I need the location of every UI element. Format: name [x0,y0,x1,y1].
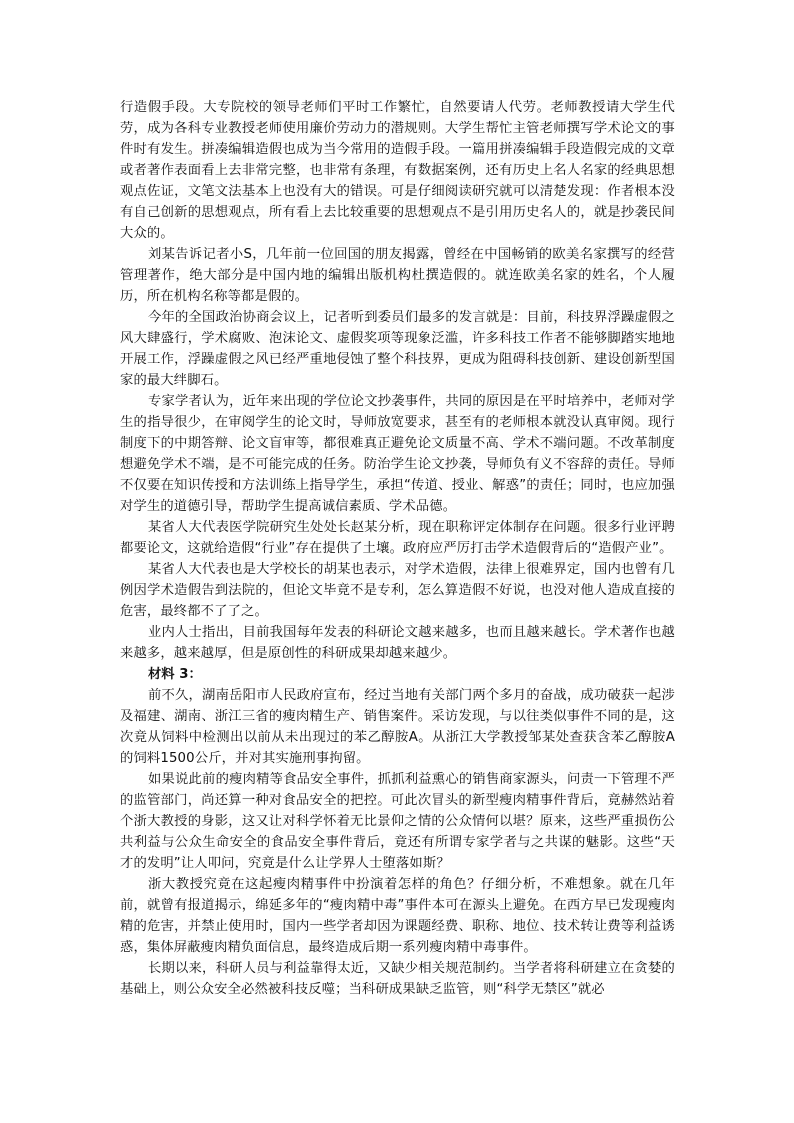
section-heading: 材料 3： [148,667,202,682]
paragraph-5: 某省人大代表医学院研究生处处长赵某分析，现在职称评定体制存在问题。很多行业评聘都要论文，这就给造假“行业”存在提供了土壤。政府应严厉打击学术造假背后的“造假产业”。 [120,520,675,556]
paragraph-10: 浙大教授究竟在这起瘦肉精事件中扮演着怎样的角色？仔细分析，不难想象。就在几年前，就曾有报道揭示，绵延多年的“瘦肉精中毒”事件本可在源头上避免。在西方早已发现瘦肉精的危害，并禁止使用时，国内一些学者却因为课题经费、职称、地位、技术转让费等利益诱惑，集体屏蔽瘦肉精负面信息，最终造成后期一系列瘦肉精中毒事件。 [120,877,675,955]
paragraph-3: 今年的全国政治协商会议上，记者听到委员们最多的发言就是：目前，科技界浮躁虚假之风大肆盛行，学术腐败、泡沫论文、虚假奖项等现象泛滥，许多科技工作者不能够脚踏实地地开展工作，浮躁虚假之风已经严重地侵蚀了整个科技界，更成为阻碍科技创新、建设创新型国家的最大绊脚石。 [120,310,675,388]
paragraph-6: 某省人大代表也是大学校长的胡某也表示，对学术造假，法律上很难界定，国内也曾有几例因学术造假告到法院的，但论文毕竟不是专利，怎么算造假不好说，也没对他人造成直接的危害，最终都不了了之。 [120,562,675,619]
paragraph-9: 如果说此前的瘦肉精等食品安全事件，抓抓利益熏心的销售商家源头，问责一下管理不严的监管部门，尚还算一种对食品安全的把控。可此次冒头的新型瘦肉精事件背后，竟赫然站着个浙大教授的身影，这又让对科学怀着无比景仰之情的公众情何以堪？原来，这些严重损伤公共利益与公众生命安全的食品安全事件背后，竟还有所谓专家学者与之共谋的魅影。这些“天才的发明”让人叩问，究竟是什么让学界人士堕落如斯？ [120,772,675,871]
paragraph-2: 刘某告诉记者小S，几年前一位回国的朋友揭露，曾经在中国畅销的欧美名家撰写的经营管理著作，绝大部分是中国内地的编辑出版机构杜撰造假的。就连欧美名家的姓名，个人履历，所在机构名称等都是假的。 [120,247,675,304]
paragraph-11: 长期以来，科研人员与利益靠得太近，又缺少相关规范制约。当学者将科研建立在贪婪的基础上，则公众安全必然被科技反噬；当科研成果缺乏监管，则“科学无禁区”就必 [120,961,675,997]
paragraph-4: 专家学者认为，近年来出现的学位论文抄袭事件，共同的原因是在平时培养中，老师对学生的指导很少，在审阅学生的论文时，导师放宽要求，甚至有的老师根本就没认真审阅。现行制度下的中期答辩、论文盲审等，都很难真正避免论文质量不高、学术不端问题。不改革制度想避免学术不端，是不可能完成的任务。防治学生论文抄袭，导师负有义不容辞的责任。导师不仅要在知识传授和方法训练上指导学生，承担“传道、授业、解惑”的责任；同时，也应加强对学生的道德引导，帮助学生提高诚信素质、学术品德。 [120,394,675,514]
paragraph-1: 行造假手段。大专院校的领导老师们平时工作繁忙，自然要请人代劳。老师教授请大学生代劳，成为各科专业教授老师使用廉价劳动力的潜规则。大学生帮忙主管老师撰写学术论文的事件时有发生。拼凑编辑造假也成为当今常用的造假手段。一篇用拼凑编辑手段造假完成的文章或者著作表面看上去非常完整，也非常有条理，有数据案例，还有历史上名人名家的经典思想观点佐证，文笔文法基本上也没有大的错误。可是仔细阅读研究就可以清楚发现：作者根本没有自己创新的思想观点，所有看上去比较重要的思想观点不是引用历史名人的，就是抄袭民间大众的。 [120,100,675,241]
paragraph-7: 业内人士指出，目前我国每年发表的科研论文越来越多，也而且越来越长。学术著作也越来越多，越来越厚，但是原创性的科研成果却越来越少。 [120,625,675,661]
document-page [120,97,675,1000]
paragraph-8: 前不久，湖南岳阳市人民政府宣布，经过当地有关部门两个多月的奋战，成功破获一起涉及福建、湖南、浙江三省的瘦肉精生产、销售案件。采访发现，与以往类似事件不同的是，这次竟从饲料中检测出以前从未出现过的苯乙醇胺A。从浙江大学教授邹某处查获含苯乙醇胺A的饲料1500公斤，并对其实施刑事拘留。 [120,688,675,766]
